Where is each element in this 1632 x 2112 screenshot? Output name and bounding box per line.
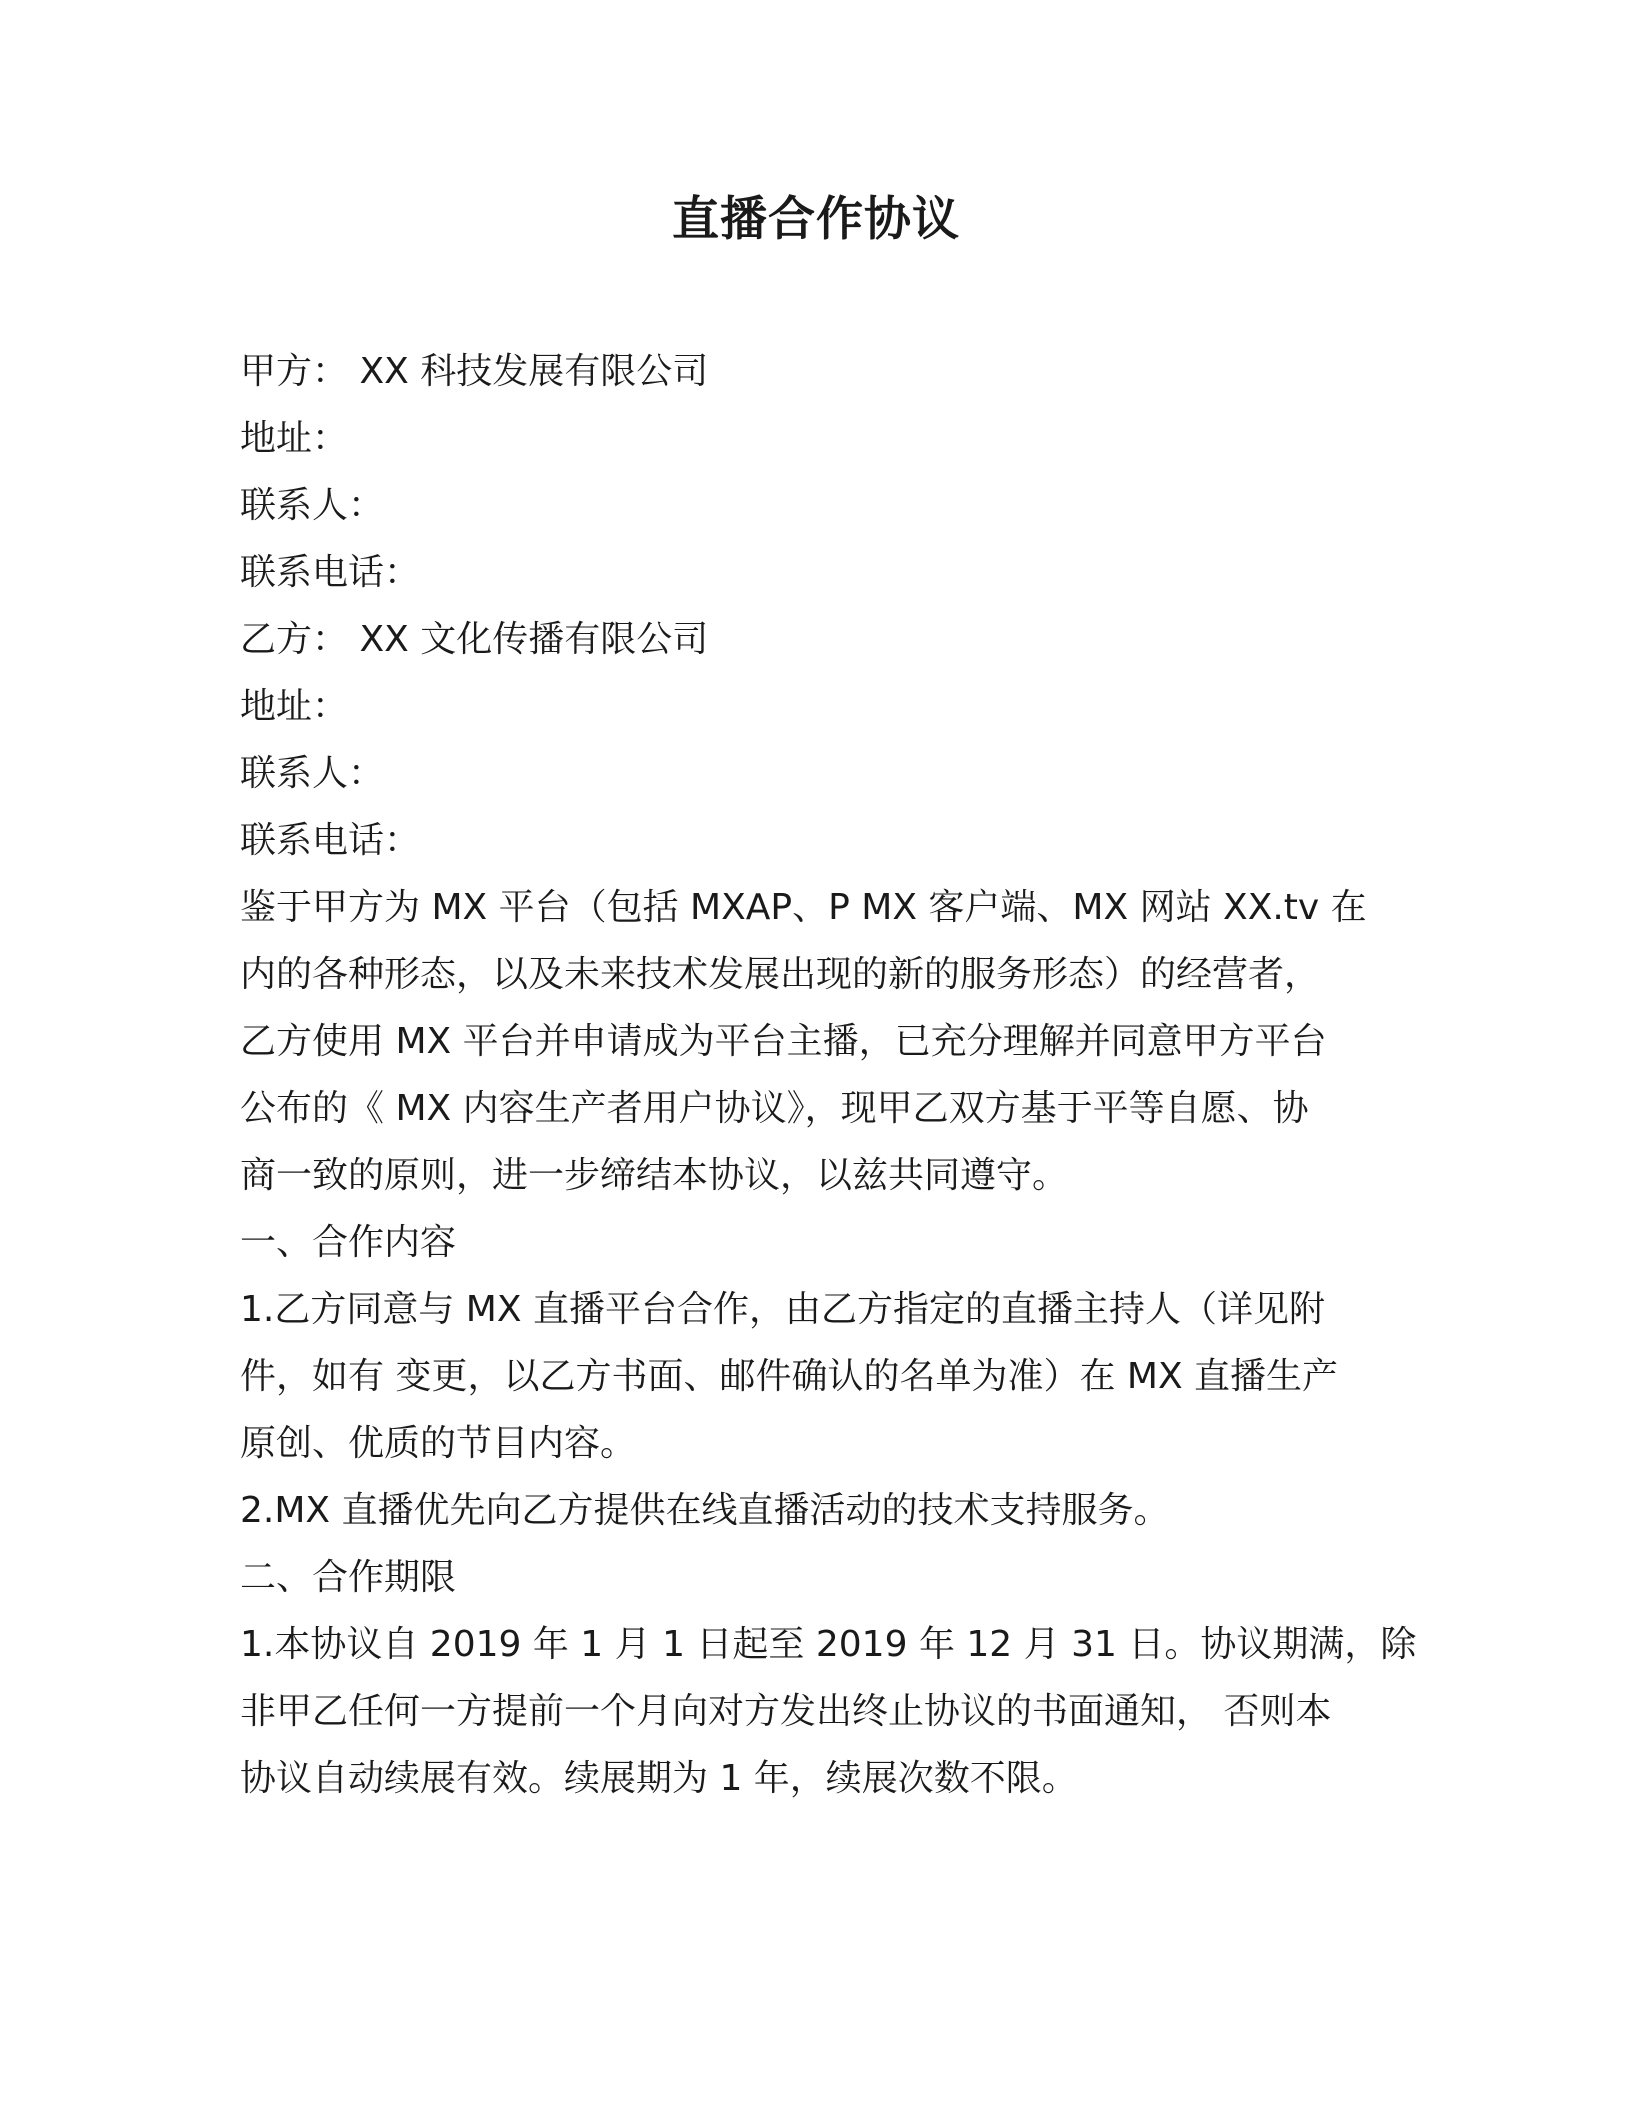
clause-line: 非甲乙任何一方提前一个月向对方发出终止协议的书面通知， 否则本: [240, 1691, 1332, 1732]
party-b-phone-line: 联系电话：: [240, 820, 421, 861]
clause-line: 1.乙方同意与 MX 直播平台合作，由乙方指定的直播主持人（详见附: [240, 1289, 1325, 1330]
party-b-contact-line: 联系人：: [240, 753, 385, 794]
section-heading-cooperation-content: 一、合作内容: [240, 1222, 457, 1263]
clause-line: 1.本协议自 2019 年 1 月 1 日起至 2019 年 12 月 31 日。协议期满，除: [240, 1624, 1417, 1665]
document-body: [240, 338, 1417, 1812]
clause-line: 协议自动续展有效。续展期为 1 年，续展次数不限。: [240, 1758, 1078, 1799]
preamble-line: 内的各种形态，以及未来技术发展出现的新的服务形态）的经营者，: [240, 954, 1321, 995]
preamble-line: 乙方使用 MX 平台并申请成为平台主播，已充分理解并同意甲方平台: [240, 1021, 1327, 1062]
party-a-line: 甲方： XX 科技发展有限公司: [240, 351, 709, 392]
clause-line: 原创、优质的节目内容。: [240, 1423, 637, 1464]
section-heading-cooperation-term: 二、合作期限: [240, 1557, 457, 1598]
clause-line: 件，如有 变更，以乙方书面、邮件确认的名单为准）在 MX 直播生产: [240, 1356, 1339, 1397]
document-title: 直播合作协议: [672, 192, 960, 247]
preamble-line: 商一致的原则，进一步缔结本协议，以兹共同遵守。: [240, 1155, 1069, 1196]
party-a-phone-line: 联系电话：: [240, 552, 421, 593]
party-b-address-line: 地址：: [240, 686, 349, 727]
preamble-line: 鉴于甲方为 MX 平台（包括 MXAP、P MX 客户端、MX 网站 XX.tv 在: [240, 887, 1367, 928]
party-a-address-line: 地址：: [240, 418, 349, 459]
clause-line: 2.MX 直播优先向乙方提供在线直播活动的技术支持服务。: [240, 1490, 1170, 1531]
party-b-line: 乙方： XX 文化传播有限公司: [240, 619, 709, 660]
party-a-contact-line: 联系人：: [240, 485, 385, 526]
preamble-line: 公布的《 MX 内容生产者用户协议》，现甲乙双方基于平等自愿、协: [240, 1088, 1309, 1129]
